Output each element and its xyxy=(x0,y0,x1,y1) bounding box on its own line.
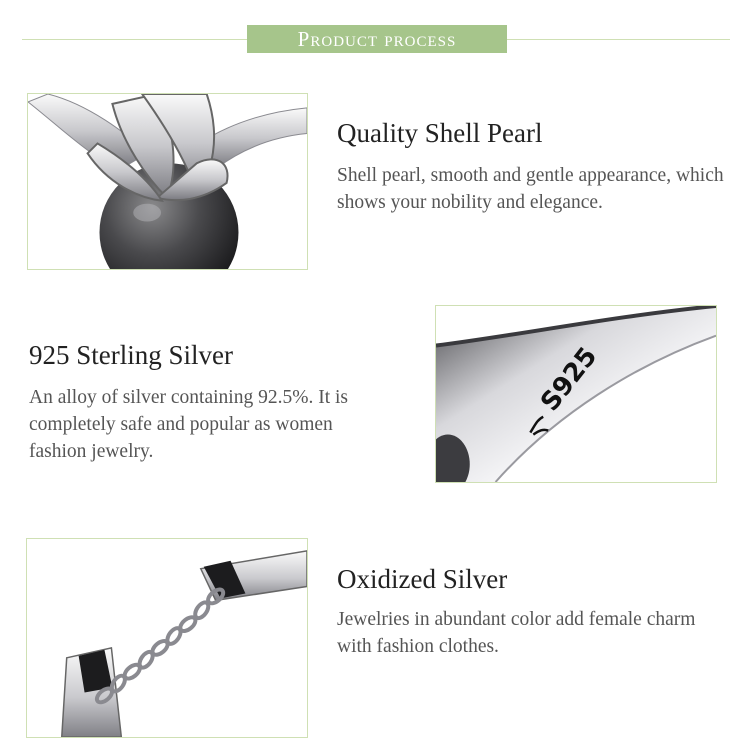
s925-hallmark: S925 xyxy=(535,341,604,418)
pearl-closeup-image xyxy=(27,93,308,270)
section-header-label: Product process xyxy=(297,26,457,51)
section-description: Shell pearl, smooth and gentle appearance, which shows your nobility and elegance. xyxy=(337,165,724,213)
section-header xyxy=(247,25,507,53)
header-divider-right xyxy=(507,39,730,40)
header-divider-left xyxy=(22,39,248,40)
section-title: Quality Shell Pearl xyxy=(337,118,543,148)
section-description: Jewelries in abundant color add female charm with fashion clothes. xyxy=(337,609,696,657)
s925-stamp-image xyxy=(435,305,717,483)
section-description: An alloy of silver containing 92.5%. It is completely safe and popular as women fashion jewelry. xyxy=(29,387,348,462)
oxidized-chain-image xyxy=(26,538,308,738)
section-title: Oxidized Silver xyxy=(337,564,508,594)
section-title: 925 Sterling Silver xyxy=(29,340,233,370)
